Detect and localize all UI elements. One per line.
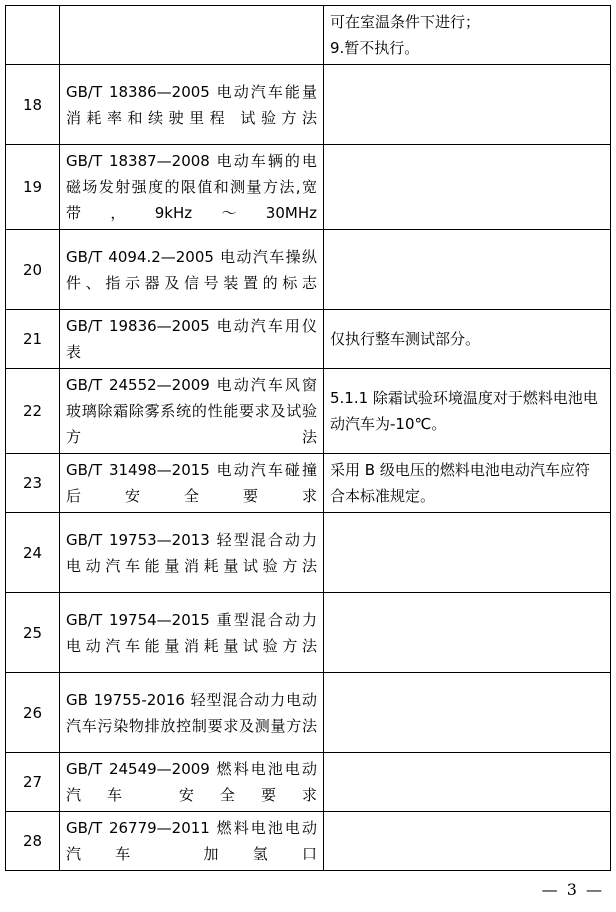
table-row xyxy=(6,369,611,454)
row-number-cell: 23 xyxy=(6,454,60,513)
row-number-cell: 20 xyxy=(6,230,60,310)
standard-name-cell: GB/T 26779—2011 燃料电池电动汽车 加氢口 xyxy=(60,812,324,871)
row-number-cell: 24 xyxy=(6,513,60,593)
row-number-cell xyxy=(6,6,60,65)
table-row xyxy=(6,812,611,871)
note-cell: 采用 B 级电压的燃料电池电动汽车应符合本标准规定。 xyxy=(324,454,611,513)
note-cell: 仅执行整车测试部分。 xyxy=(324,310,611,369)
standard-name-cell: GB/T 4094.2—2005 电动汽车操纵件、指示器及信号装置的标志 xyxy=(60,230,324,310)
standard-name-cell: GB/T 24552—2009 电动汽车风窗玻璃除霜除雾系统的性能要求及试验方法 xyxy=(60,369,324,454)
page-number: — 3 — xyxy=(541,880,604,899)
row-number-cell: 25 xyxy=(6,593,60,673)
table-row xyxy=(6,230,611,310)
row-number-cell: 18 xyxy=(6,65,60,145)
note-cell xyxy=(324,65,611,145)
table-row xyxy=(6,454,611,513)
standard-name-cell: GB/T 19836—2005 电动汽车用仪表 xyxy=(60,310,324,369)
standard-name-cell: GB/T 19753—2013 轻型混合动力电动汽车能量消耗量试验方法 xyxy=(60,513,324,593)
standard-name-cell: GB/T 19754—2015 重型混合动力电动汽车能量消耗量试验方法 xyxy=(60,593,324,673)
note-cell: 5.1.1 除霜试验环境温度对于燃料电池电动汽车为-10℃。 xyxy=(324,369,611,454)
standard-name-cell: GB/T 31498—2015 电动汽车碰撞后安全要求 xyxy=(60,454,324,513)
table-row xyxy=(6,593,611,673)
table-row xyxy=(6,753,611,812)
row-number-cell: 22 xyxy=(6,369,60,454)
note-cell xyxy=(324,673,611,753)
note-cell xyxy=(324,593,611,673)
row-number-cell: 27 xyxy=(6,753,60,812)
row-number-cell: 28 xyxy=(6,812,60,871)
row-number-cell: 21 xyxy=(6,310,60,369)
table-row xyxy=(6,6,611,65)
note-cell xyxy=(324,145,611,230)
note-cell: 可在室温条件下进行； 9.暂不执行。 xyxy=(324,6,611,65)
note-cell xyxy=(324,812,611,871)
standard-name-cell: GB/T 18387—2008 电动车辆的电磁场发射强度的限值和测量方法,宽带，9kHz～30MHz xyxy=(60,145,324,230)
table-row xyxy=(6,673,611,753)
row-number-cell: 26 xyxy=(6,673,60,753)
note-cell xyxy=(324,230,611,310)
note-cell xyxy=(324,753,611,812)
standard-name-cell xyxy=(60,6,324,65)
standards-table-body xyxy=(6,6,611,871)
note-cell xyxy=(324,513,611,593)
standard-name-cell: GB 19755-2016 轻型混合动力电动汽车污染物排放控制要求及测量方法 xyxy=(60,673,324,753)
standard-name-cell: GB/T 18386—2005 电动汽车能量消耗率和续驶里程 试验方法 xyxy=(60,65,324,145)
table-row xyxy=(6,145,611,230)
standard-name-cell: GB/T 24549—2009 燃料电池电动汽车 安全要求 xyxy=(60,753,324,812)
table-row xyxy=(6,513,611,593)
standards-table xyxy=(5,5,611,871)
table-row xyxy=(6,65,611,145)
table-row xyxy=(6,310,611,369)
row-number-cell: 19 xyxy=(6,145,60,230)
